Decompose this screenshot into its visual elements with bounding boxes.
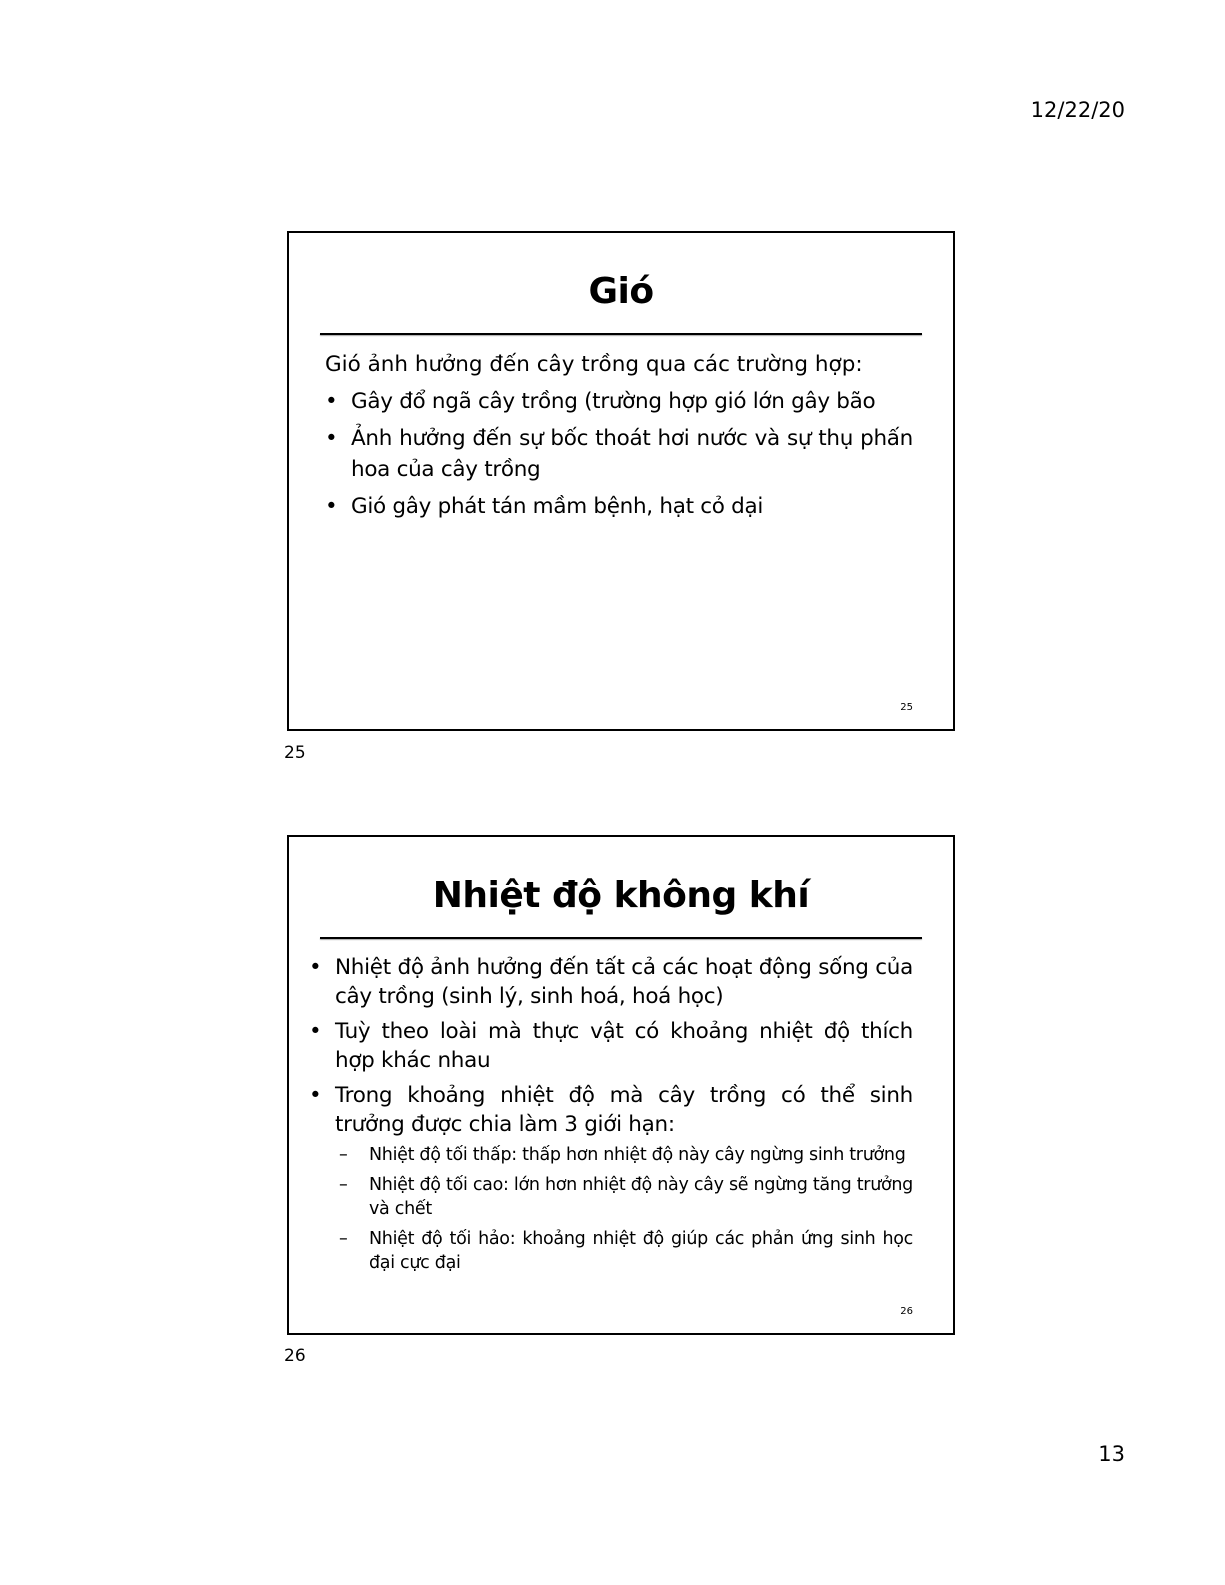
slide-intro: Gió ảnh hưởng đến cây trồng qua các trường hợp: [325,352,863,377]
bullet-list [309,953,913,1275]
dash-icon: – [339,1175,348,1195]
bullet-list [325,386,913,522]
sub-bullet-text: Nhiệt độ tối hảo: khoảng nhiệt độ giúp các phản ứng sinh học đại cực đại [369,1229,913,1273]
title-divider [320,333,922,335]
bullet-icon: • [309,1019,322,1044]
bullet-text: Gây đổ ngã cây trồng (trường hợp gió lớn gây bão [351,389,876,414]
bullet-text: Tuỳ theo loài mà thực vật có khoảng nhiệt độ thích hợp khác nhau [335,1019,913,1073]
bullet-icon: • [325,389,338,414]
slide-caption: 25 [284,743,306,763]
sub-bullet-list [335,1143,913,1275]
slide-title: Nhiệt độ không khí [432,875,810,916]
bullet-icon: • [309,955,322,980]
bullet-text: Gió gây phát tán mầm bệnh, hạt cỏ dại [351,494,764,519]
bullet-icon: • [309,1083,322,1108]
sub-list-item [339,1143,913,1167]
title-divider [320,937,922,939]
slide-air-temperature [287,835,955,1335]
sub-list-item [339,1227,913,1275]
slide-title: Gió [588,271,654,312]
sub-bullet-text: Nhiệt độ tối thấp: thấp hơn nhiệt độ này cây ngừng sinh trưởng [369,1145,906,1165]
page-date: 12/22/20 [1030,98,1125,122]
list-item [309,953,913,1011]
list-item [325,491,913,522]
list-item [309,1017,913,1075]
sub-bullet-text: Nhiệt độ tối cao: lớn hơn nhiệt độ này cây sẽ ngừng tăng trưởng và chết [369,1175,913,1219]
list-item [309,1081,913,1275]
bullet-icon: • [325,494,338,519]
bullet-text: Nhiệt độ ảnh hưởng đến tất cả các hoạt động sống của cây trồng (sinh lý, sinh hoá, hoá học) [335,955,913,1009]
page-number: 13 [1098,1442,1125,1466]
list-item [325,423,913,485]
slide-body [325,349,913,528]
bullet-text: Trong khoảng nhiệt độ mà cây trồng có thể sinh trưởng được chia làm 3 giới hạn: [335,1083,913,1137]
dash-icon: – [339,1145,348,1165]
bullet-icon: • [325,426,338,451]
list-item [325,386,913,417]
dash-icon: – [339,1229,348,1249]
slide-caption: 26 [284,1346,306,1366]
slide-wind [287,231,955,731]
slide-number: 25 [900,702,913,713]
bullet-text: Ảnh hưởng đến sự bốc thoát hơi nước và sự thụ phấn hoa của cây trồng [351,426,913,482]
slide-body [309,953,913,1281]
slide-number: 26 [900,1306,913,1317]
sub-list-item [339,1173,913,1221]
